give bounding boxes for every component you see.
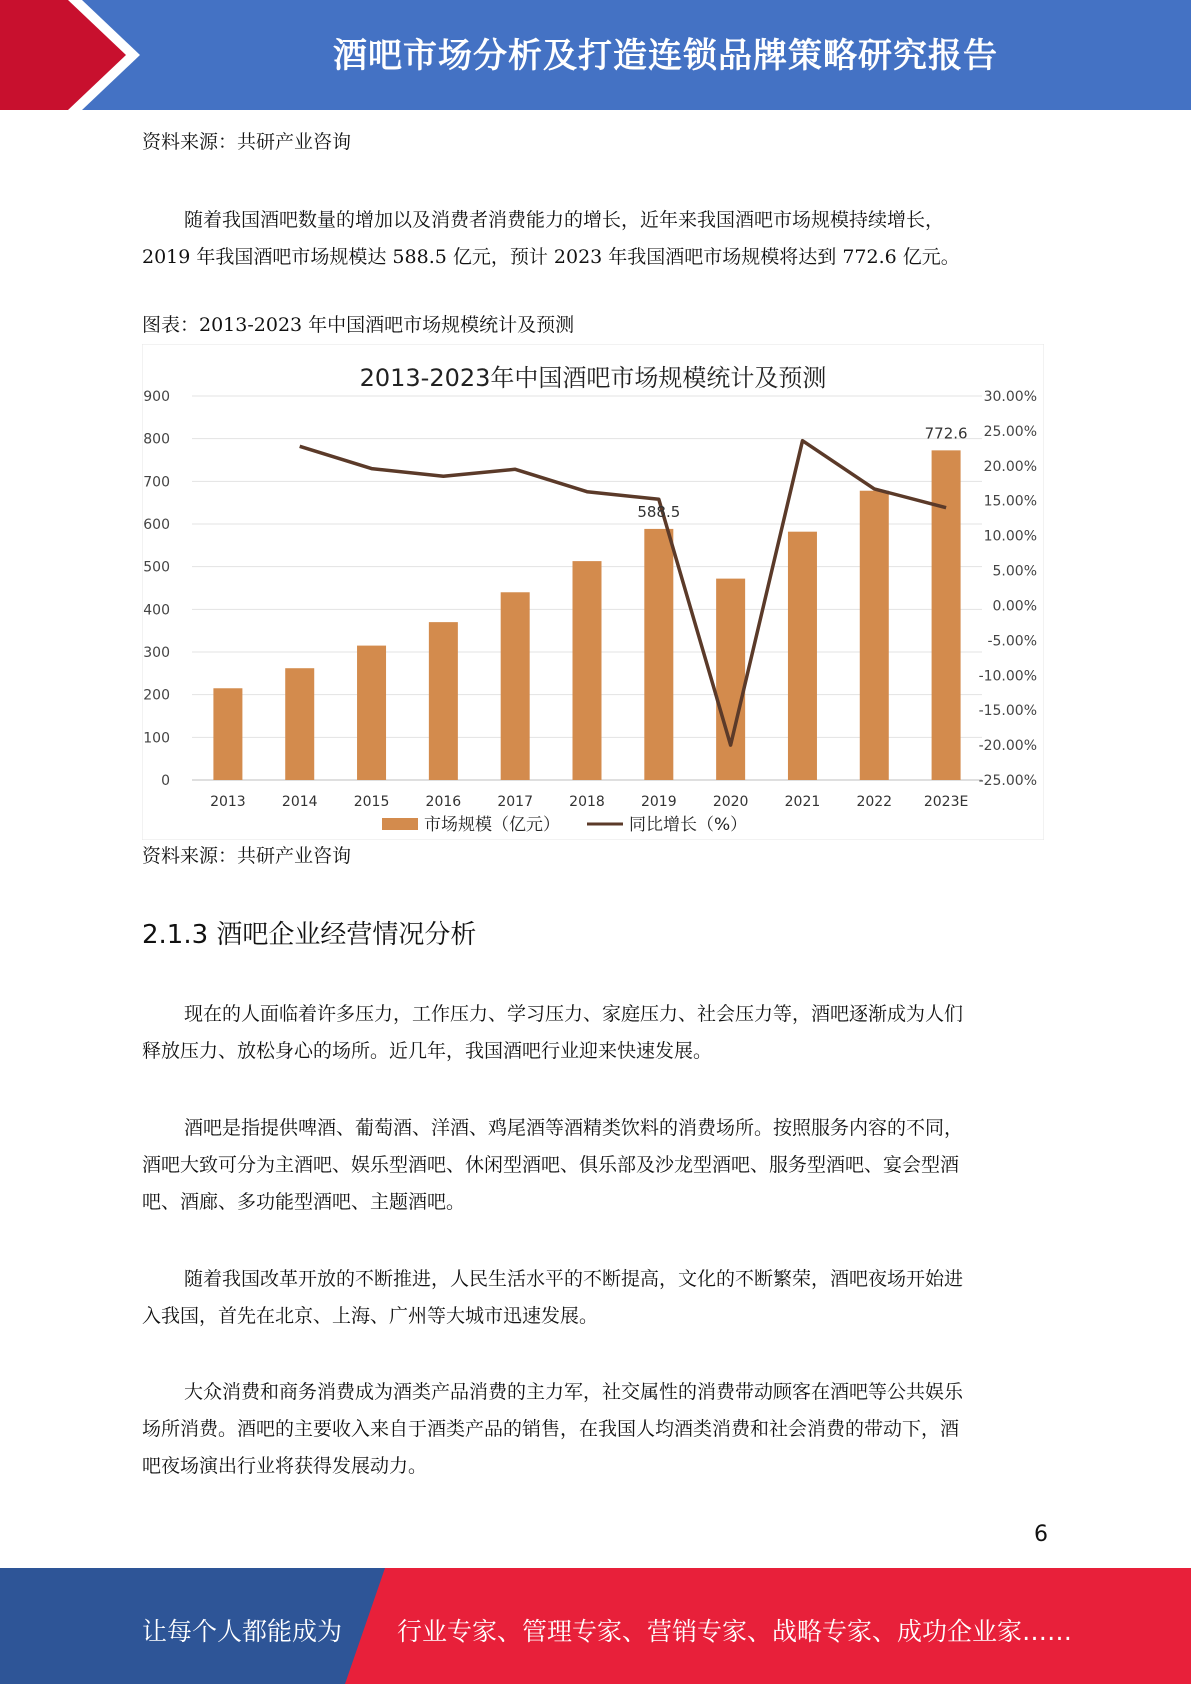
paragraph-line: 场所消费。酒吧的主要收入来自于酒类产品的销售，在我国人均酒类消费和社会消费的带动下，酒 xyxy=(142,1418,960,1440)
x-tick-label: 2019 xyxy=(640,794,677,810)
x-tick-label: 2013 xyxy=(210,794,246,810)
x-tick-label: 2017 xyxy=(497,794,534,810)
bar-2018 xyxy=(573,561,602,780)
source-note-top: 资料来源：共研产业咨询 xyxy=(142,131,352,153)
bar-2013 xyxy=(213,688,242,780)
right-tick-label: 25.00% xyxy=(983,423,1037,440)
footer-slogan-right: 行业专家、管理专家、营销专家、战略专家、成功企业家…… xyxy=(397,1617,1073,1646)
right-tick-label: 20.00% xyxy=(983,458,1037,475)
x-tick-label: 2022 xyxy=(856,794,893,810)
left-tick-label: 0 xyxy=(161,773,170,789)
header-arrow-decoration xyxy=(0,0,150,110)
x-tick-label: 2020 xyxy=(712,794,749,810)
header-bar xyxy=(0,0,1191,110)
left-tick-label: 500 xyxy=(143,559,170,576)
right-tick-label: 30.00% xyxy=(983,389,1037,405)
left-tick-label: 100 xyxy=(143,730,170,747)
bar-data-label: 772.6 xyxy=(924,424,968,443)
bar-2017 xyxy=(501,592,530,780)
right-tick-label: 0.00% xyxy=(992,598,1037,615)
left-tick-label: 400 xyxy=(143,602,170,619)
bar-2022 xyxy=(860,491,889,780)
right-tick-label: 5.00% xyxy=(992,563,1037,580)
paragraph-line: 入我国，首先在北京、上海、广州等大城市迅速发展。 xyxy=(142,1305,599,1327)
paragraph-line: 吧、酒廊、多功能型酒吧、主题酒吧。 xyxy=(142,1191,466,1213)
left-tick-label: 700 xyxy=(143,474,170,491)
paragraph-line: 释放压力、放松身心的场所。近几年，我国酒吧行业迎来快速发展。 xyxy=(142,1040,713,1062)
bar-2015 xyxy=(357,646,386,780)
x-tick-label: 2021 xyxy=(784,794,821,810)
footer-slogan-left: 让每个人都能成为 xyxy=(142,1617,343,1646)
body-paragraph-4 xyxy=(142,1374,1047,1485)
legend-label-line: 同比增长（%） xyxy=(629,815,748,835)
x-tick-label: 2016 xyxy=(425,794,462,810)
chart-svg xyxy=(142,344,1044,840)
x-tick-label: 2023E xyxy=(923,794,969,810)
bar-2021 xyxy=(788,532,817,780)
bar-2023E xyxy=(932,450,961,780)
intro-line: 随着我国酒吧数量的增加以及消费者消费能力的增长，近年来我国酒吧市场规模持续增长， xyxy=(184,209,945,231)
left-tick-label: 200 xyxy=(143,687,170,704)
source-note-bottom: 资料来源：共研产业咨询 xyxy=(142,845,352,867)
paragraph-line: 大众消费和商务消费成为酒类产品消费的主力军，社交属性的消费带动顾客在酒吧等公共娱乐 xyxy=(184,1381,964,1403)
market-size-chart xyxy=(142,344,1044,840)
paragraph-line: 现在的人面临着许多压力，工作压力、学习压力、家庭压力、社会压力等，酒吧逐渐成为人们 xyxy=(184,1003,964,1025)
body-paragraph-2 xyxy=(142,1110,1047,1221)
figure-caption: 图表：2013-2023 年中国酒吧市场规模统计及预测 xyxy=(142,314,575,336)
intro-paragraph xyxy=(142,202,1047,276)
report-title: 酒吧市场分析及打造连锁品牌策略研究报告 xyxy=(333,36,998,76)
right-tick-label: 10.00% xyxy=(983,528,1037,545)
right-tick-label: -10.00% xyxy=(978,668,1037,685)
page-number: 6 xyxy=(1034,1522,1048,1547)
bar-2020 xyxy=(716,579,745,780)
body-paragraph-1 xyxy=(142,996,1047,1070)
right-tick-label: -15.00% xyxy=(978,703,1037,720)
left-tick-label: 900 xyxy=(143,389,170,405)
paragraph-line: 酒吧是指提供啤酒、葡萄酒、洋酒、鸡尾酒等酒精类饮料的消费场所。按照服务内容的不同， xyxy=(184,1117,964,1139)
intro-line: 2019 年我国酒吧市场规模达 588.5 亿元，预计 2023 年我国酒吧市场规模将达到 772.6 亿元。 xyxy=(142,246,960,268)
paragraph-line: 吧夜场演出行业将获得发展动力。 xyxy=(142,1455,428,1477)
legend-swatch-bar xyxy=(382,818,418,830)
chart-title: 2013-2023年中国酒吧市场规模统计及预测 xyxy=(359,364,827,392)
bar-2016 xyxy=(429,622,458,780)
right-tick-label: -25.00% xyxy=(978,773,1037,789)
right-tick-label: 15.00% xyxy=(983,493,1037,510)
legend-label-bar: 市场规模（亿元） xyxy=(424,815,560,835)
section-heading: 2.1.3 酒吧企业经营情况分析 xyxy=(142,920,477,950)
left-tick-label: 300 xyxy=(143,645,170,661)
right-tick-label: -20.00% xyxy=(978,738,1037,755)
bar-data-label: 588.5 xyxy=(637,502,681,521)
left-tick-label: 600 xyxy=(143,517,170,533)
right-tick-label: -5.00% xyxy=(987,633,1037,650)
bar-2014 xyxy=(285,668,314,780)
body-paragraph-3 xyxy=(142,1261,1047,1335)
x-tick-label: 2014 xyxy=(281,794,318,810)
x-tick-label: 2015 xyxy=(353,794,390,810)
paragraph-line: 随着我国改革开放的不断推进，人民生活水平的不断提高，文化的不断繁荣，酒吧夜场开始进 xyxy=(184,1268,964,1290)
x-tick-label: 2018 xyxy=(569,794,605,810)
paragraph-line: 酒吧大致可分为主酒吧、娱乐型酒吧、休闲型酒吧、俱乐部及沙龙型酒吧、服务型酒吧、宴会型酒 xyxy=(142,1154,960,1176)
left-tick-label: 800 xyxy=(143,431,170,448)
bar-2019 xyxy=(644,529,673,780)
